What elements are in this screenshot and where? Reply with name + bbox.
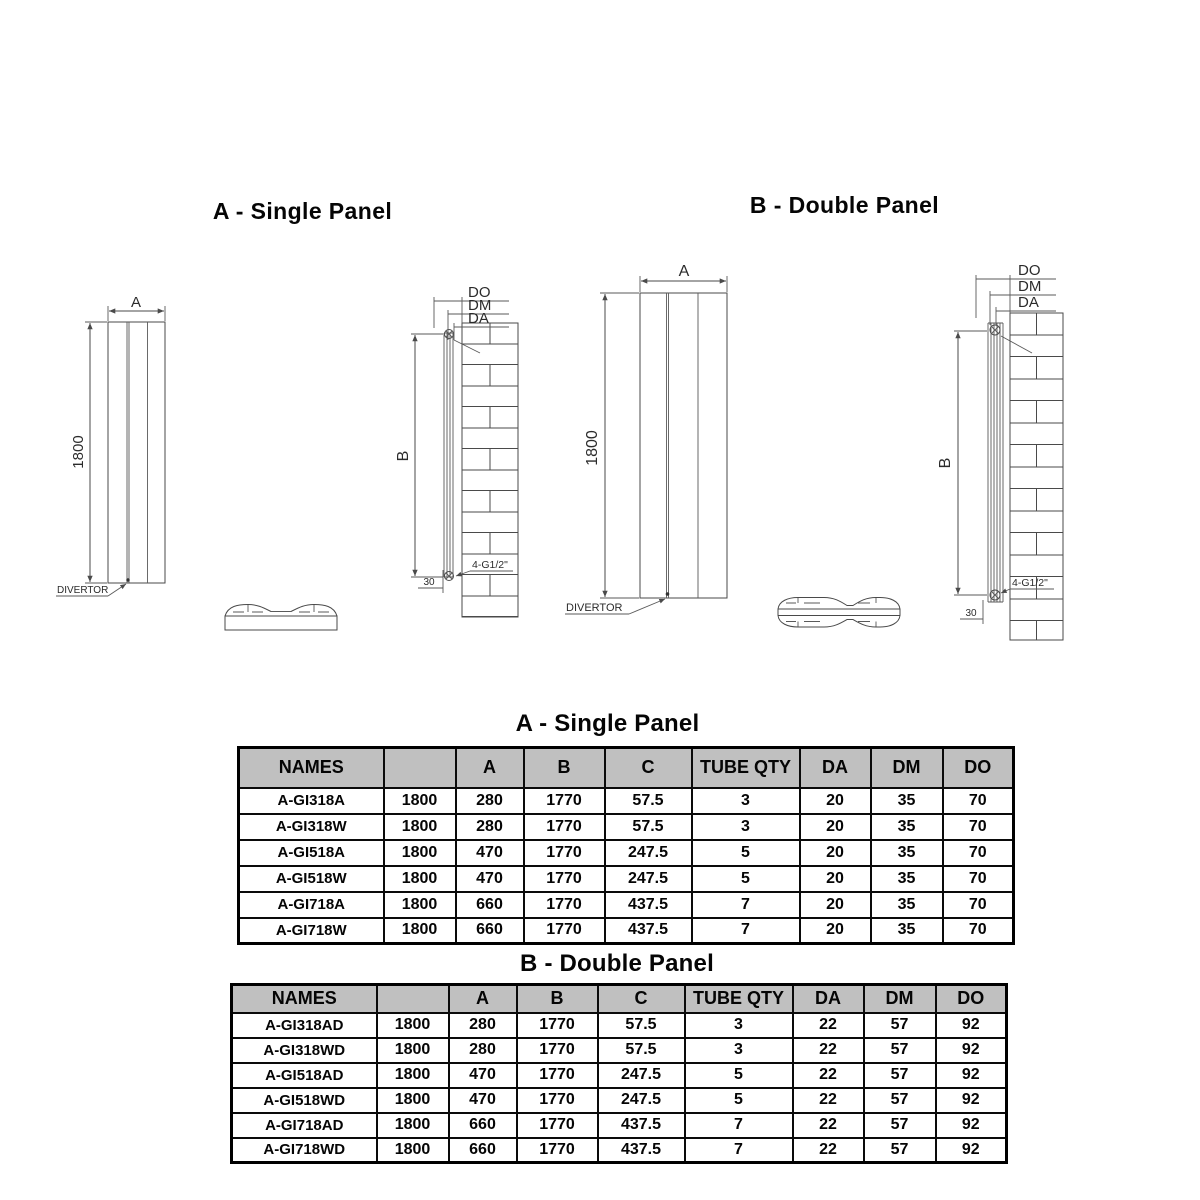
dim-label-da: DA [468,310,489,327]
cell-c: 247.5 [605,840,692,866]
cell-dm: 35 [871,788,943,814]
cell-name: A-GI718WD [232,1138,377,1163]
cell-b: 1770 [517,1038,598,1063]
cell-height: 1800 [384,892,456,918]
cell-b: 1770 [517,1113,598,1138]
cell-name: A-GI718W [239,918,384,944]
cell-name: A-GI518W [239,866,384,892]
double-bottom-offset-dimension [960,600,983,624]
cell-a: 660 [449,1138,517,1163]
single-panel-table [237,746,1015,945]
cell-a: 660 [456,918,524,944]
cell-a: 470 [449,1088,517,1113]
brick-wall [462,323,518,617]
cell-do: 70 [943,788,1014,814]
cell-c: 437.5 [605,892,692,918]
cell-dm: 35 [871,814,943,840]
cell-do: 70 [943,918,1014,944]
cell-da: 22 [793,1113,864,1138]
cell-a: 280 [449,1013,517,1038]
single-height-dimension-b [395,334,443,577]
dim-label-1800: 1800 [70,435,87,469]
cell-tube-qty: 7 [685,1113,793,1138]
cell-height: 1800 [377,1088,449,1113]
cell-da: 20 [800,918,871,944]
cell-dm: 57 [864,1088,936,1113]
cell-a: 470 [449,1063,517,1088]
dim-label-b: B [937,457,954,469]
cell-name: A-GI518WD [232,1088,377,1113]
divertor-label: DIVERTOR [57,585,109,596]
dim-label-dm: DM [468,297,492,314]
dim-label-da: DA [1018,294,1039,311]
single-panel-top-view [225,605,337,631]
cell-do: 92 [936,1088,1007,1113]
cell-b: 1770 [524,840,605,866]
cell-name: A-GI518A [239,840,384,866]
cell-da: 22 [793,1013,864,1038]
header-tube-qty: TUBE QTY [685,985,793,1013]
cell-da: 20 [800,866,871,892]
cell-height: 1800 [377,1138,449,1163]
cell-tube-qty: 3 [692,788,800,814]
table-row [239,892,1014,918]
header-dm: DM [871,748,943,788]
cell-height: 1800 [377,1063,449,1088]
cell-b: 1770 [524,814,605,840]
cell-tube-qty: 3 [692,814,800,840]
table-row [239,814,1014,840]
cell-b: 1770 [524,788,605,814]
header-a: A [456,748,524,788]
cell-da: 22 [793,1138,864,1163]
cell-dm: 57 [864,1013,936,1038]
cell-name: A-GI318W [239,814,384,840]
dim-label-30: 30 [423,577,435,588]
cell-do: 70 [943,866,1014,892]
cell-height: 1800 [384,866,456,892]
single-divertor-callout [56,578,130,596]
table-row [232,1063,1007,1088]
cell-do: 70 [943,892,1014,918]
cell-da: 20 [800,892,871,918]
cell-a: 660 [456,892,524,918]
cell-da: 22 [793,1063,864,1088]
cell-da: 22 [793,1038,864,1063]
cell-dm: 35 [871,840,943,866]
double-width-dimension [640,263,727,292]
cell-dm: 57 [864,1113,936,1138]
table-row [232,1113,1007,1138]
dim-label-a: A [130,294,142,311]
table-row [232,1088,1007,1113]
cell-a: 280 [456,788,524,814]
thread-label: 4-G1/2" [1012,577,1048,589]
cell-tube-qty: 5 [692,866,800,892]
cell-c: 437.5 [598,1138,685,1163]
cell-height: 1800 [384,840,456,866]
single-panel-table-title: A - Single Panel [515,710,700,737]
cell-do: 92 [936,1063,1007,1088]
double-panel-drawing-title: B - Double Panel [749,192,940,218]
dim-label-do: DO [468,284,491,301]
cell-c: 57.5 [598,1013,685,1038]
cell-height: 1800 [384,918,456,944]
cell-name: A-GI718AD [232,1113,377,1138]
header-do: DO [936,985,1007,1013]
cell-b: 1770 [517,1088,598,1113]
cell-do: 70 [943,814,1014,840]
table-row [239,840,1014,866]
table-row [239,918,1014,944]
cell-tube-qty: 7 [692,892,800,918]
dim-label-dm: DM [1018,278,1042,295]
cell-dm: 35 [871,892,943,918]
table-header-row [239,748,1014,788]
cell-a: 280 [456,814,524,840]
cell-da: 20 [800,788,871,814]
single-panel-front-view [56,294,165,596]
cell-b: 1770 [524,918,605,944]
cell-a: 660 [449,1113,517,1138]
header-c: C [605,748,692,788]
cell-b: 1770 [524,892,605,918]
header-da: DA [793,985,864,1013]
cell-tube-qty: 7 [685,1138,793,1163]
double-panel-top-view [778,598,900,628]
header-blank [384,748,456,788]
cell-da: 22 [793,1088,864,1113]
cell-tube-qty: 5 [692,840,800,866]
cell-da: 20 [800,840,871,866]
cell-dm: 57 [864,1063,936,1088]
double-panel-table [230,983,1008,1164]
table-row [239,788,1014,814]
cell-name: A-GI318WD [232,1038,377,1063]
double-panel-table-title: B - Double Panel [520,950,714,977]
cell-tube-qty: 5 [685,1088,793,1113]
double-height-dimension [584,293,639,598]
cell-a: 280 [449,1038,517,1063]
double-panel-side-view [937,262,1063,640]
cell-dm: 57 [864,1138,936,1163]
cell-dm: 35 [871,866,943,892]
brick-wall [1010,313,1063,640]
header-blank [377,985,449,1013]
divertor-label: DIVERTOR [566,602,623,614]
cell-b: 1770 [524,866,605,892]
cell-height: 1800 [384,814,456,840]
cell-dm: 57 [864,1038,936,1063]
cell-name: A-GI518AD [232,1063,377,1088]
single-height-dimension [70,322,107,583]
double-divertor-callout [565,592,669,614]
cell-c: 57.5 [605,814,692,840]
double-height-dimension-b [937,331,987,595]
cell-b: 1770 [517,1013,598,1038]
cell-a: 470 [456,840,524,866]
cell-c: 57.5 [598,1038,685,1063]
cell-height: 1800 [377,1038,449,1063]
double-panel-front-view [565,263,727,614]
cell-c: 247.5 [598,1063,685,1088]
cell-c: 247.5 [605,866,692,892]
cell-da: 20 [800,814,871,840]
header-b: B [517,985,598,1013]
header-tube-qty: TUBE QTY [692,748,800,788]
header-names: NAMES [239,748,384,788]
header-b: B [524,748,605,788]
cell-do: 92 [936,1113,1007,1138]
header-a: A [449,985,517,1013]
header-c: C [598,985,685,1013]
cell-c: 57.5 [605,788,692,814]
cell-height: 1800 [377,1013,449,1038]
dim-label-30: 30 [965,608,977,619]
cell-dm: 35 [871,918,943,944]
cell-height: 1800 [377,1113,449,1138]
cell-c: 437.5 [598,1113,685,1138]
dim-label-b: B [395,450,412,462]
cell-tube-qty: 3 [685,1038,793,1063]
table-row [239,866,1014,892]
cell-height: 1800 [384,788,456,814]
header-dm: DM [864,985,936,1013]
header-da: DA [800,748,871,788]
cell-b: 1770 [517,1063,598,1088]
cell-do: 70 [943,840,1014,866]
cell-tube-qty: 5 [685,1063,793,1088]
cell-name: A-GI718A [239,892,384,918]
cell-do: 92 [936,1138,1007,1163]
header-names: NAMES [232,985,377,1013]
cell-tube-qty: 3 [685,1013,793,1038]
cell-b: 1770 [517,1138,598,1163]
thread-label: 4-G1/2" [472,559,508,571]
cell-name: A-GI318A [239,788,384,814]
table-row [232,1013,1007,1038]
cell-tube-qty: 7 [692,918,800,944]
dim-label-1800: 1800 [584,430,601,466]
single-bottom-offset-dimension [418,570,443,593]
table-header-row [232,985,1007,1013]
single-panel-drawing-title: A - Single Panel [212,198,393,224]
cell-name: A-GI318AD [232,1013,377,1038]
cell-do: 92 [936,1038,1007,1063]
cell-c: 247.5 [598,1088,685,1113]
table-row [232,1138,1007,1163]
header-do: DO [943,748,1014,788]
table-row [232,1038,1007,1063]
dim-label-a: A [678,263,690,280]
cell-do: 92 [936,1013,1007,1038]
cell-c: 437.5 [605,918,692,944]
dim-label-do: DO [1018,262,1041,279]
single-width-dimension [108,294,165,321]
cell-a: 470 [456,866,524,892]
single-panel-side-view [395,284,518,617]
